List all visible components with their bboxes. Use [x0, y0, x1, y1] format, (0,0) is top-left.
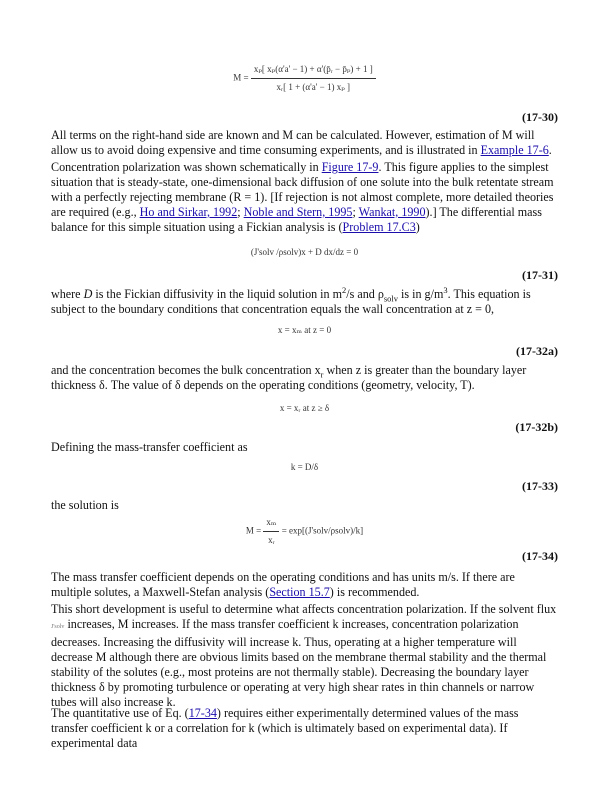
p2-text-1: Concentration polarization was shown schematically in	[51, 160, 322, 174]
p3-sup-1: 2	[342, 284, 347, 295]
p3-text-2: is the Fickian diffusivity in the liquid solution in m	[92, 287, 343, 301]
eq-17-34-numerator: xₘ	[263, 515, 279, 532]
p4-text-1: and the concentration becomes the bulk concentration x	[51, 363, 321, 377]
paragraph-bulk-concentration	[51, 363, 558, 393]
equation-17-34	[51, 515, 558, 548]
link-noble-stern-1995[interactable]: Noble and Stern, 1995	[243, 205, 353, 219]
eq-17-34-lhs: M =	[245, 525, 262, 536]
p1-text: All terms on the right-hand side are known and M can be calculated. However, estimation of M will allow us to avoid doing expensive and time consuming experiments, and is illustrated in	[51, 128, 535, 157]
p2-text-6: )	[415, 220, 420, 234]
p2-text-2: . This figure applies to the simplest situation that is steady-state, one-dimensional back diffusion of one solute into the bulk retentate stream with a perfectly rejecting membrane (R = 1). [If rejection is not almost complete, more detailed theories are required (e.g.,	[51, 160, 554, 219]
p7-text-2: ) is recommended.	[329, 585, 420, 599]
eq-number-17-32a: (17-32a)	[516, 344, 558, 358]
p3-sub-1: solv	[383, 293, 399, 304]
p3-text-5: . This equation is subject to the boundary conditions that concentration equals the wall concentration at z = 0,	[51, 287, 531, 316]
paragraph-defining-k: Defining the mass-transfer coefficient as	[51, 440, 248, 454]
p2-text-4: ;	[352, 205, 359, 219]
link-figure-17-9[interactable]: Figure 17-9	[321, 160, 379, 174]
equation-17-32a: x = xₘ at z = 0	[277, 325, 332, 335]
p4-sub-r: r	[320, 369, 324, 380]
p7-text-1: The mass transfer coefficient depends on the operating conditions and has units m/s. If there are multiple solutes, a Maxwell-Stefan analysis (	[51, 570, 515, 599]
link-example-17-6[interactable]: Example 17-6	[480, 143, 549, 157]
eq-17-34-denominator: xᵣ	[268, 535, 275, 545]
p3-text-4: is in g/m	[398, 287, 444, 301]
p3-text-3: /s and ρ	[346, 287, 384, 301]
eq-number-17-34: (17-34)	[522, 549, 558, 563]
p2-text-3: ;	[237, 205, 244, 219]
paragraph-short-development	[51, 602, 558, 710]
p8-solvent-flux-symbol: J'solv	[51, 624, 65, 630]
eq-17-30-lhs: M =	[233, 72, 249, 83]
p8-text-1: This short development is useful to determine what affects concentration polarization. If the solvent flux	[51, 602, 557, 616]
p3-diffusivity-symbol: D	[83, 287, 93, 301]
paragraph-estimation	[51, 128, 558, 158]
equation-17-30	[51, 62, 558, 95]
paragraph-solution: the solution is	[51, 498, 119, 512]
p2-text-5: ).] The differential mass balance for this simple situation using a Fickian analysis is (	[51, 205, 542, 234]
link-section-15-7[interactable]: Section 15.7	[269, 585, 330, 599]
p9-text-1: The quantitative use of Eq. (	[51, 706, 189, 720]
equation-17-32b: x = xᵣ at z ≥ δ	[279, 403, 330, 413]
link-eq-17-34[interactable]: 17-34	[188, 706, 217, 720]
equation-17-31: (J'solv /ρsolv)x + D dx/dz = 0	[250, 247, 359, 257]
p9-text-2: ) requires either experimentally determined values of the mass transfer coefficient k or a correlation for k (which is ultimately based on experimental data). If experimental data	[51, 706, 519, 750]
eq-17-30-numerator: xₚ[ xₚ(α'a' − 1) + α'(p̄ᵣ − p̄ₚ) + 1 ]	[251, 62, 376, 79]
paragraph-fickian-diffusivity	[51, 284, 558, 317]
link-wankat-1990[interactable]: Wankat, 1990	[358, 205, 426, 219]
link-ho-sirkar-1992[interactable]: Ho and Sirkar, 1992	[139, 205, 238, 219]
p4-text-2: when z is greater than the boundary layer thickness δ. The value of δ depends on the operating conditions (geometry, velocity, T).	[51, 363, 527, 392]
eq-number-17-31: (17-31)	[522, 268, 558, 282]
p8-text-2: increases, M increases. If the mass transfer coefficient k increases, concentration polarization decreases. Increasing the diffusivity will increase k. Thus, operating at a higher temperature will decrease M although there are obvious limits based on the membrane thermal stability and the thermal stability of the solutes (e.g., most proteins are not thermally stable). Decreasing the boundary layer thickness δ by promoting turbulence or operating at very high shear rates in thin channels or narrow tubes will also increase k.	[51, 617, 547, 709]
link-problem-17-c3[interactable]: Problem 17.C3	[342, 220, 416, 234]
paragraph-quantitative-use	[51, 706, 558, 751]
eq-17-30-denominator: xᵣ[ 1 + (α'a' − 1) xₚ ]	[276, 82, 351, 92]
p1-text-end: .	[548, 143, 552, 157]
eq-17-34-rhs: = exp[(J'solv/ρsolv)/k]	[281, 525, 364, 536]
eq-number-17-32b: (17-32b)	[515, 420, 558, 434]
paragraph-concentration-polarization	[51, 160, 558, 235]
eq-number-17-30: (17-30)	[522, 110, 558, 124]
equation-17-33: k = D/δ	[290, 462, 319, 472]
eq-17-30-fraction	[251, 62, 376, 95]
p3-text-1: where	[51, 287, 84, 301]
eq-number-17-33: (17-33)	[522, 479, 558, 493]
paragraph-mass-transfer-units	[51, 570, 558, 600]
p3-sup-2: 3	[443, 284, 448, 295]
eq-17-34-fraction	[263, 515, 279, 548]
